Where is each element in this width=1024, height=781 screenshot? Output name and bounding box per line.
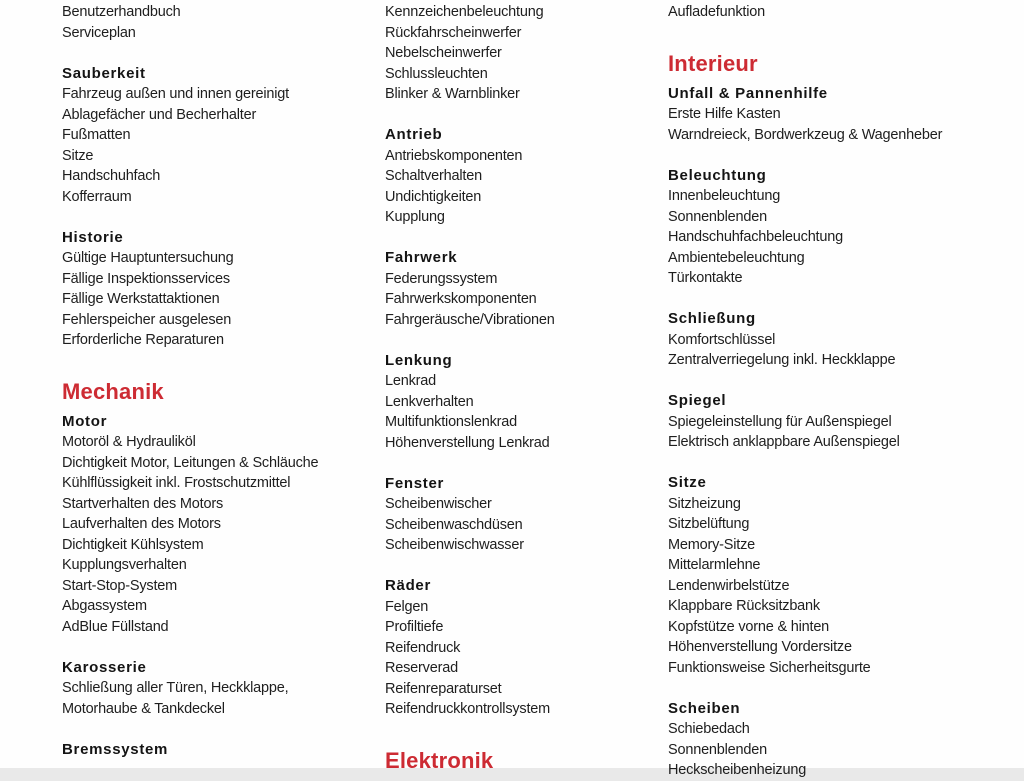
checklist-item: Elektrisch anklappbare Außenspiegel [668,434,900,450]
subsection-heading: Beleuchtung [668,166,767,184]
checklist-item: Fällige Inspektionsservices [62,270,230,287]
checklist-item: Kühlflüssigkeit inkl. Frostschutzmittel [62,475,291,491]
checklist-item: Motoröl & Hydrauliköl [62,434,196,450]
checklist-item: Heckscheibenheizung [668,762,807,778]
checklist-item: Scheibenwaschdüsen [385,516,523,533]
checklist-item: Federungssystem [385,270,498,287]
subsection-heading: Lenkung [385,351,453,369]
subsection-heading: Sauberkeit [62,64,146,82]
subsection-heading: Antrieb [385,126,443,143]
checklist-item: Erste Hilfe Kasten [668,106,781,122]
checklist-item: Ambientebeleuchtung [668,249,805,266]
checklist-item: Fehlerspeicher ausgelesen [62,311,232,328]
subsection-heading: Räder [385,577,432,594]
checklist-item: Handschuhfach [62,168,161,184]
checklist-item: Lendenwirbelstütze [668,577,790,594]
subsection-heading: Bremssystem [62,740,169,758]
checklist-item: Start-Stop-System [62,577,178,594]
checklist-item: Höhenverstellung Vordersitze [668,639,852,655]
column-right [668,2,988,781]
subsection-heading: Spiegel [668,392,727,409]
checklist-item: Undichtigkeiten [385,188,482,205]
checklist-item: Reifendruckkontrollsystem [385,701,551,717]
subsection-heading: Karosserie [62,658,147,676]
checklist-item: Kupplungsverhalten [62,557,187,573]
checklist-item: Nebelscheinwerfer [385,45,502,61]
checklist-item: Scheibenwischer [385,496,492,512]
checklist-item: Abgassystem [62,598,147,614]
checklist-item: Spiegeleinstellung für Außenspiegel [668,413,892,430]
checklist-item: Benutzerhandbuch [62,4,181,20]
checklist-item: Mittelarmlehne [668,557,761,573]
subsection-heading: Motor [62,412,108,430]
checklist-item: Reifenreparaturset [385,680,502,697]
checklist-item: Reserverad [385,660,458,676]
checklist-item: Felgen [385,598,429,615]
checklist-item: Lenkrad [385,373,436,389]
checklist-item: Kopfstütze vorne & hinten [668,618,830,635]
checklist-item: Klappbare Rücksitzbank [668,598,820,614]
checklist-item: Schaltverhalten [385,168,482,184]
checklist-item: Reifendruck [385,639,461,656]
column-left [62,2,382,760]
checklist-item: Ablagefächer und Becherhalter [62,106,257,123]
checklist-item: Sitzheizung [668,495,741,512]
checklist-item: Dichtigkeit Motor, Leitungen & Schläuche [62,454,319,471]
checklist-item: Aufladefunktion [668,4,765,20]
checklist-item: Sitzbelüftung [668,516,750,532]
subsection-heading: Sitze [668,474,707,491]
checklist-item: Scheibenwischwasser [385,537,524,553]
checklist-item: Türkontakte [668,270,743,286]
checklist-item: AdBlue Füllstand [62,618,169,635]
subsection-heading: Historie [62,228,124,246]
checklist-item: Fahrzeug außen und innen gereinigt [62,86,289,102]
section-heading: Mechanik [62,378,164,404]
checklist-item: Kupplung [385,209,445,225]
subsection-heading: Schließung [668,310,756,327]
checklist-item: Memory-Sitze [668,536,756,553]
checklist-item: Serviceplan [62,24,136,41]
section-heading: Interieur [668,50,758,76]
column-middle [385,2,705,774]
checklist-item: Handschuhfachbeleuchtung [668,229,843,245]
subsection-heading: Scheiben [668,699,741,717]
subsection-heading: Fenster [385,474,445,492]
checklist-item: Innenbeleuchtung [668,188,781,204]
checklist-item: Lenkverhalten [385,393,474,410]
checklist-item: Multifunktionslenkrad [385,414,518,430]
section-heading: Elektronik [385,747,494,773]
checklist-item: Laufverhalten des Motors [62,516,221,532]
checklist-item: Antriebskomponenten [385,147,523,164]
checklist-item: Fußmatten [62,127,131,143]
checklist-item: Startverhalten des Motors [62,495,224,512]
checklist-item: Zentralverriegelung inkl. Heckklappe [668,352,896,368]
checklist-item: Kennzeichenbeleuchtung [385,4,544,20]
checklist-item: Höhenverstellung Lenkrad [385,434,550,451]
checklist-item: Kofferraum [62,188,132,205]
checklist-item: Erforderliche Reparaturen [62,332,224,348]
checklist-item: Fahrwerkskomponenten [385,291,537,307]
checklist-item: Blinker & Warnblinker [385,86,520,102]
checklist-item: Sitze [62,147,94,164]
checklist-item: Funktionsweise Sicherheitsgurte [668,659,871,676]
checklist-item: Sonnenblenden [668,741,767,758]
checklist-item: Sonnenblenden [668,208,767,225]
checklist-item: Rückfahrscheinwerfer [385,24,522,41]
checklist-item: Dichtigkeit Kühlsystem [62,536,204,553]
checklist-item: Profiltiefe [385,619,444,635]
subsection-heading: Unfall & Pannenhilfe [668,84,828,102]
checklist-item: Schiebedach [668,721,750,737]
checklist-item: Warndreieck, Bordwerkzeug & Wagenheber [668,126,943,143]
checklist-item: Schlussleuchten [385,65,488,82]
checklist-item: Gültige Hauptuntersuchung [62,250,234,266]
checklist-item: Schließung aller Türen, Heckklappe, [62,680,289,696]
checklist-item: Komfortschlüssel [668,331,776,348]
checklist-item: Motorhaube & Tankdeckel [62,700,225,717]
subsection-heading: Fahrwerk [385,249,458,266]
checklist-item: Fahrgeräusche/Vibrationen [385,311,555,328]
checklist-item: Fällige Werkstattaktionen [62,291,220,307]
